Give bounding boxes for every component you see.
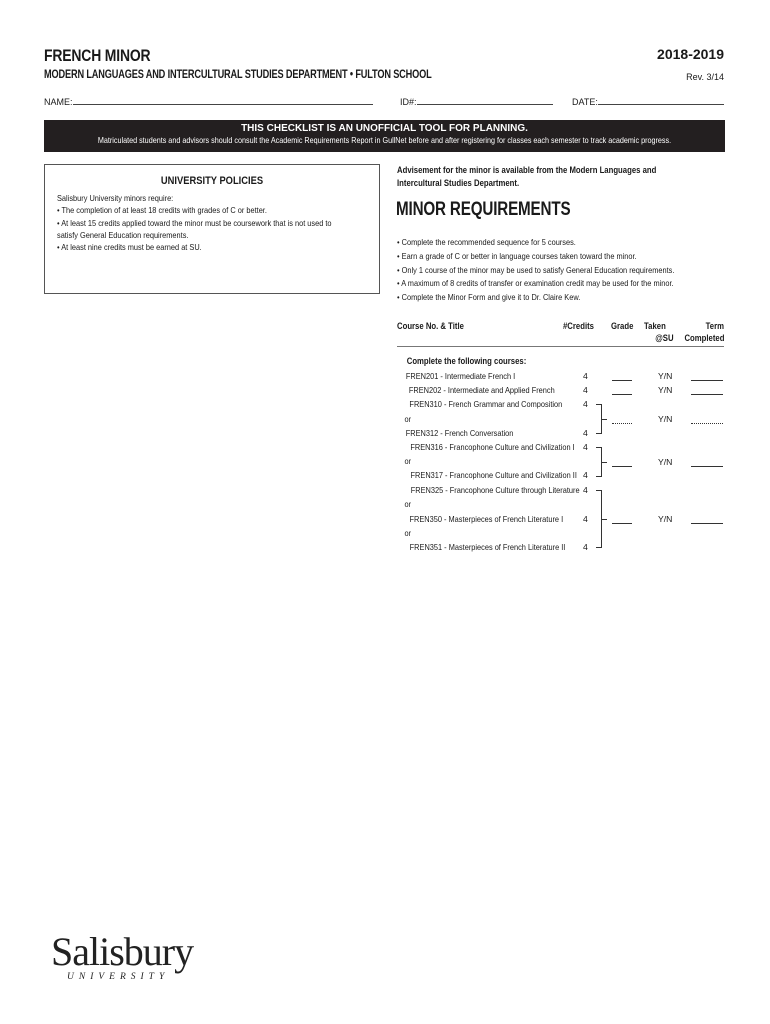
col-course-title: Course No. & Title xyxy=(397,321,464,331)
course-row-title: FREN325 - Francophone Culture through Literature xyxy=(410,485,580,495)
id-label: ID#: xyxy=(400,97,417,107)
banner-subtext: Matriculated students and advisors should consult the Academic Requirements Report in GullNet before and after registering for classes each semester to track academic progress. xyxy=(97,135,672,145)
course-row-title: FREN316 - Francophone Culture and Civilization I xyxy=(410,442,575,452)
taken-at-su[interactable]: Y/N xyxy=(658,514,673,524)
university-policies-box xyxy=(44,164,380,294)
col-taken-line2: @SU xyxy=(655,333,674,343)
requirement-item: • Only 1 course of the minor may be used to satisfy General Education requirements. xyxy=(397,264,675,275)
department-line: MODERN LANGUAGES AND INTERCULTURAL STUDIES DEPARTMENT • FULTON SCHOOL xyxy=(44,69,432,81)
course-credits: 4 xyxy=(583,442,588,452)
logo-subtitle: UNIVERSITY xyxy=(67,972,170,982)
course-row-title: FREN201 - Intermediate French I xyxy=(405,371,516,381)
course-row-title: FREN350 - Masterpieces of French Literature I xyxy=(409,514,564,524)
taken-at-su[interactable]: Y/N xyxy=(658,414,673,424)
policy-line: • The completion of at least 18 credits with grades of C or better. xyxy=(57,205,267,216)
term-input-line[interactable] xyxy=(691,466,723,467)
course-row-title: FREN312 - French Conversation xyxy=(405,428,514,438)
grade-input-line[interactable] xyxy=(612,380,632,381)
term-input-line[interactable] xyxy=(691,423,723,424)
taken-at-su[interactable]: Y/N xyxy=(658,371,673,381)
col-credits: #Credits xyxy=(563,321,594,331)
advisement-note xyxy=(397,164,699,190)
requirement-item: • Earn a grade of C or better in language courses taken toward the minor. xyxy=(397,250,637,261)
course-credits: 4 xyxy=(583,399,588,409)
policy-line: • At least 15 credits applied toward the minor must be coursework that is not used to xyxy=(57,217,332,228)
revision-label: Rev. 3/14 xyxy=(686,72,724,82)
advisement-line: Advisement for the minor is available from the Modern Languages and xyxy=(397,165,657,175)
col-grade: Grade xyxy=(611,321,634,331)
date-input-line[interactable] xyxy=(598,97,724,105)
name-field[interactable] xyxy=(44,97,373,107)
col-taken-line1: Taken xyxy=(644,321,666,331)
course-row-title: FREN317 - Francophone Culture and Civilization II xyxy=(410,470,577,480)
col-term-line1: Term xyxy=(705,321,724,331)
grade-input-line[interactable] xyxy=(612,394,632,395)
grade-input-line[interactable] xyxy=(612,523,632,524)
banner-heading: THIS CHECKLIST IS AN UNOFFICIAL TOOL FOR PLANNING. xyxy=(241,123,528,134)
policy-line: • At least nine credits must be earned at SU. xyxy=(57,242,202,253)
grade-input-line[interactable] xyxy=(612,423,632,424)
requirement-item: • Complete the recommended sequence for 5 courses. xyxy=(397,237,576,247)
col-term-line2: Completed xyxy=(684,333,725,343)
policy-line: satisfy General Education requirements. xyxy=(57,229,189,240)
name-input-line[interactable] xyxy=(73,97,373,105)
minor-requirements-heading: MINOR REQUIREMENTS xyxy=(396,199,571,220)
grade-input-line[interactable] xyxy=(612,466,632,467)
planning-banner xyxy=(44,120,725,152)
course-row-title: FREN351 - Masterpieces of French Literature II xyxy=(409,542,566,552)
course-credits: 4 xyxy=(583,470,588,480)
policies-heading: UNIVERSITY POLICIES xyxy=(160,175,264,187)
taken-at-su[interactable]: Y/N xyxy=(658,457,673,467)
bracket-tick xyxy=(602,419,607,420)
course-credits: 4 xyxy=(583,514,588,524)
col-taken xyxy=(644,320,677,344)
date-field[interactable] xyxy=(572,97,724,107)
course-credits: 4 xyxy=(583,385,588,395)
term-input-line[interactable] xyxy=(691,394,723,395)
course-credits: 4 xyxy=(583,542,588,552)
or-label: or xyxy=(404,499,412,509)
policies-text xyxy=(45,187,379,253)
requirement-item: • Complete the Minor Form and give it to Dr. Claire Kew. xyxy=(397,292,581,303)
requirement-item: • A maximum of 8 credits of transfer or examination credit may be used for the minor. xyxy=(397,278,674,289)
course-credits: 4 xyxy=(583,428,588,438)
taken-at-su[interactable]: Y/N xyxy=(658,385,673,395)
term-input-line[interactable] xyxy=(691,380,723,381)
or-label: or xyxy=(404,414,412,424)
term-input-line[interactable] xyxy=(691,523,723,524)
date-label: DATE: xyxy=(572,97,598,107)
salisbury-university-logo xyxy=(51,929,194,982)
course-credits: 4 xyxy=(583,485,588,495)
col-term xyxy=(678,320,724,344)
or-label: or xyxy=(404,528,412,538)
logo-wordmark: Salisbury xyxy=(51,929,194,974)
academic-year: 2018-2019 xyxy=(657,46,724,62)
requirements-list xyxy=(397,236,720,305)
course-row-title: FREN202 - Intermediate and Applied French xyxy=(408,385,555,395)
or-label: or xyxy=(404,456,412,466)
advisement-line: Intercultural Studies Department. xyxy=(397,178,520,188)
id-input-line[interactable] xyxy=(417,97,553,105)
name-label: NAME: xyxy=(44,97,73,107)
course-credits: 4 xyxy=(583,371,588,381)
id-field[interactable] xyxy=(400,97,553,107)
page-title: FRENCH MINOR xyxy=(44,46,151,65)
courses-section-label: Complete the following courses: xyxy=(406,356,527,366)
policy-line: Salisbury University minors require: xyxy=(57,193,174,203)
course-row-title: FREN310 - French Grammar and Composition xyxy=(409,399,563,409)
bracket-tick xyxy=(602,462,607,463)
table-header-divider xyxy=(397,346,724,347)
bracket-tick xyxy=(602,519,607,520)
